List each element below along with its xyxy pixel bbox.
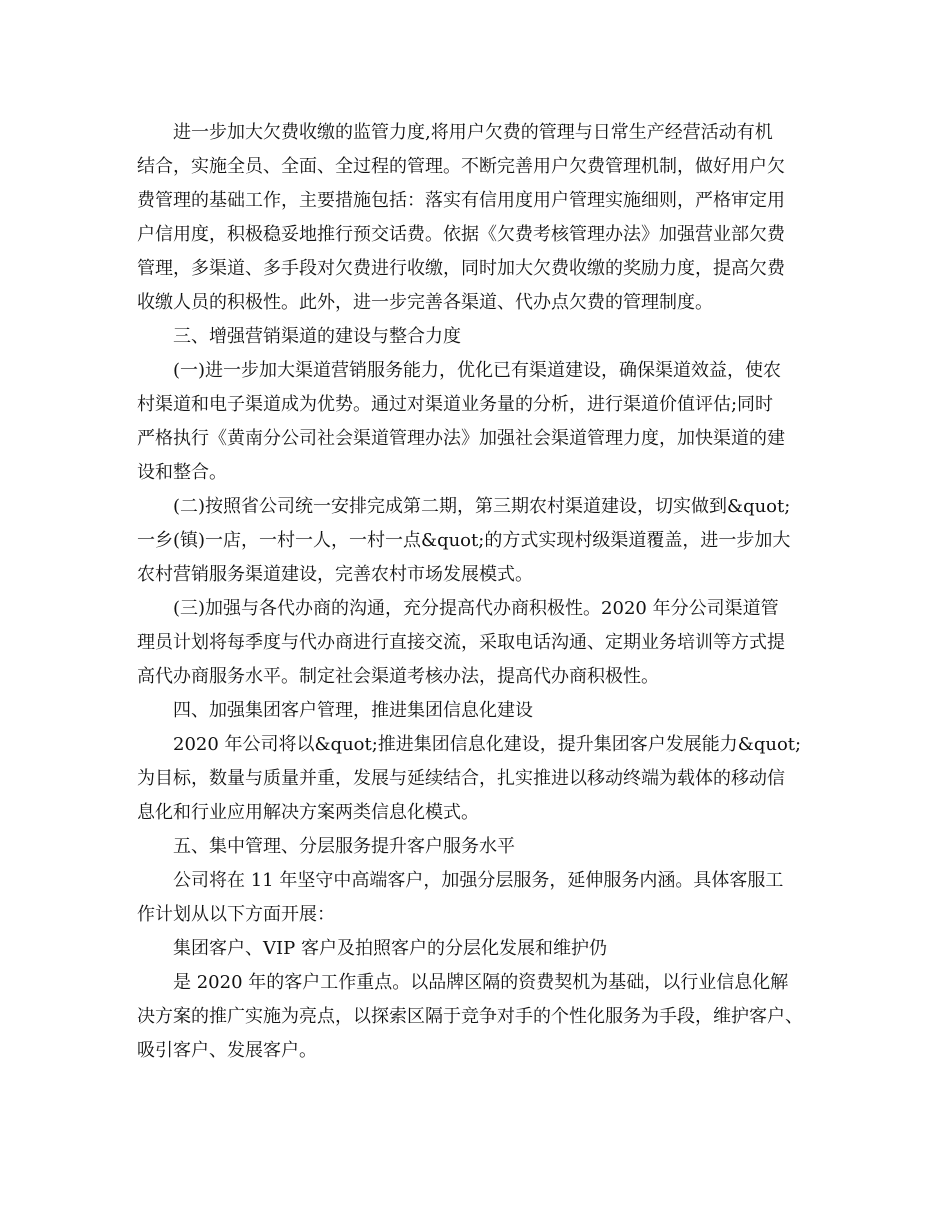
text-line: 进一步加大欠费收缴的监管力度,将用户欠费的管理与日常生产经营活动有机 [173,122,773,143]
text-line: 费管理的基础工作，主要措施包括：落实有信用度用户管理实施细则，严格审定用 [137,190,785,211]
text-line: 为目标，数量与质量并重，发展与延续结合，扎实推进以移动终端为载体的移动信 [137,768,785,789]
text-line: 公司将在 11 年坚守中高端客户，加强分层服务，延伸服务内涵。具体客服工 [173,870,784,891]
text-line: 2020 年公司将以&quot;推进集团信息化建设，提升集团客户发展能力&quot; [173,734,802,755]
text-line: (一)进一步加大渠道营销服务能力，优化已有渠道建设，确保渠道效益，使农 [173,360,782,381]
text-line: 设和整合。 [137,462,227,483]
text-line: 严格执行《黄南分公司社会渠道管理办法》加强社会渠道管理力度，加快渠道的建 [137,428,785,449]
text-line: 村渠道和电子渠道成为优势。通过对渠道业务量的分析，进行渠道价值评估;同时 [137,394,774,415]
text-line: 结合，实施全员、全面、全过程的管理。不断完善用户欠费管理机制，做好用户欠 [137,156,785,177]
text-line: 集团客户、VIP 客户及拍照客户的分层化发展和维护仍 [173,938,607,959]
text-line: 一乡(镇)一店，一村一人，一村一点&quot;的方式实现村级渠道覆盖，进一步加大 [137,530,791,551]
text-line: 收缴人员的积极性。此外，进一步完善各渠道、代办点欠费的管理制度。 [137,292,713,313]
text-line: 农村营销服务渠道建设，完善农村市场发展模式。 [137,564,533,585]
text-line: 三、增强营销渠道的建设与整合力度 [173,326,461,347]
document-body [137,116,827,1068]
text-line: 吸引客户、发展客户。 [137,1040,317,1061]
text-line: 五、集中管理、分层服务提升客户服务水平 [173,836,515,857]
text-line: 高代办商服务水平。制定社会渠道考核办法，提高代办商积极性。 [137,666,659,687]
text-line: 四、加强集团客户管理，推进集团信息化建设 [173,700,533,721]
text-line: 管理，多渠道、多手段对欠费进行收缴，同时加大欠费收缴的奖励力度，提高欠费 [137,258,785,279]
text-line: 户信用度，积极稳妥地推行预交话费。依据《欠费考核管理办法》加强营业部欠费 [137,224,785,245]
text-line: 决方案的推广实施为亮点，以探索区隔于竞争对手的个性化服务为手段，维护客户、 [137,1006,803,1027]
text-line: 理员计划将每季度与代办商进行直接交流，采取电话沟通、定期业务培训等方式提 [137,632,785,653]
text-line: (三)加强与各代办商的沟通，充分提高代办商积极性。2020 年分公司渠道管 [173,598,779,619]
text-line: (二)按照省公司统一安排完成第二期，第三期农村渠道建设，切实做到&quot; [173,496,791,517]
text-line: 息化和行业应用解决方案两类信息化模式。 [137,802,479,823]
text-line: 是 2020 年的客户工作重点。以品牌区隔的资费契机为基础，以行业信息化解 [173,972,789,993]
text-line: 作计划从以下方面开展： [137,904,335,925]
